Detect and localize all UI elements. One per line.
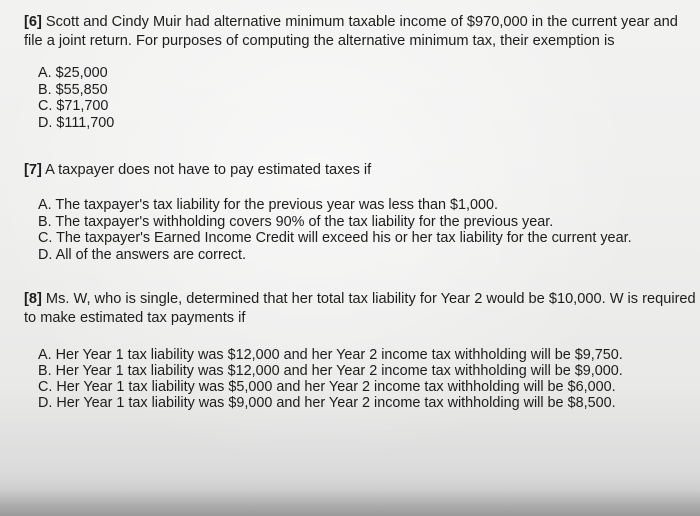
page-bottom-shadow [0, 490, 700, 516]
question-6 [24, 13, 696, 131]
question-6-number: [6] [24, 14, 42, 30]
question-7-option-b: B. The taxpayer's withholding covers 90% of the tax liability for the previous year. [38, 213, 554, 230]
question-8-text: Ms. W, who is single, determined that her total tax liability for Year 2 would be $10,000. W is required to make estimated tax payments if [24, 291, 696, 326]
question-7-text: A taxpayer does not have to pay estimated taxes if [45, 162, 372, 178]
question-7-option-a: A. The taxpayer's tax liability for the previous year was less than $1,000. [38, 197, 499, 213]
question-8-options [24, 347, 696, 411]
question-8-option-c: C. Her Year 1 tax liability was $5,000 and her Year 2 income tax withholding will be $6,000. [38, 379, 616, 395]
question-8-option-b: B. Her Year 1 tax liability was $12,000 and her Year 2 income tax withholding will be $9,000. [38, 363, 623, 379]
question-8 [24, 290, 696, 411]
question-7-number: [7] [24, 162, 42, 178]
question-7-option-c: C. The taxpayer's Earned Income Credit will exceed his or her tax liability for the current year. [38, 230, 632, 246]
question-8-stem [24, 290, 696, 328]
question-7-option-d: D. All of the answers are correct. [38, 246, 246, 263]
question-7-options [24, 197, 696, 263]
question-6-option-c: C. $71,700 [38, 98, 109, 114]
question-6-options [24, 65, 696, 131]
question-6-stem [24, 13, 696, 51]
question-6-option-d: D. $111,700 [38, 114, 115, 131]
question-7-stem [24, 161, 696, 180]
question-8-option-d: D. Her Year 1 tax liability was $9,000 and her Year 2 income tax withholding will be $8,500. [38, 395, 616, 411]
question-8-option-a: A. Her Year 1 tax liability was $12,000 and her Year 2 income tax withholding will be $9,750. [38, 347, 623, 363]
question-6-option-a: A. $25,000 [38, 65, 108, 81]
question-6-text: Scott and Cindy Muir had alternative minimum taxable income of $970,000 in the current year and file a joint return. For purposes of computing the alternative minimum tax, their exemption is [24, 14, 678, 49]
question-8-number: [8] [24, 291, 42, 307]
question-6-option-b: B. $55,850 [38, 81, 108, 98]
question-7 [24, 161, 696, 263]
